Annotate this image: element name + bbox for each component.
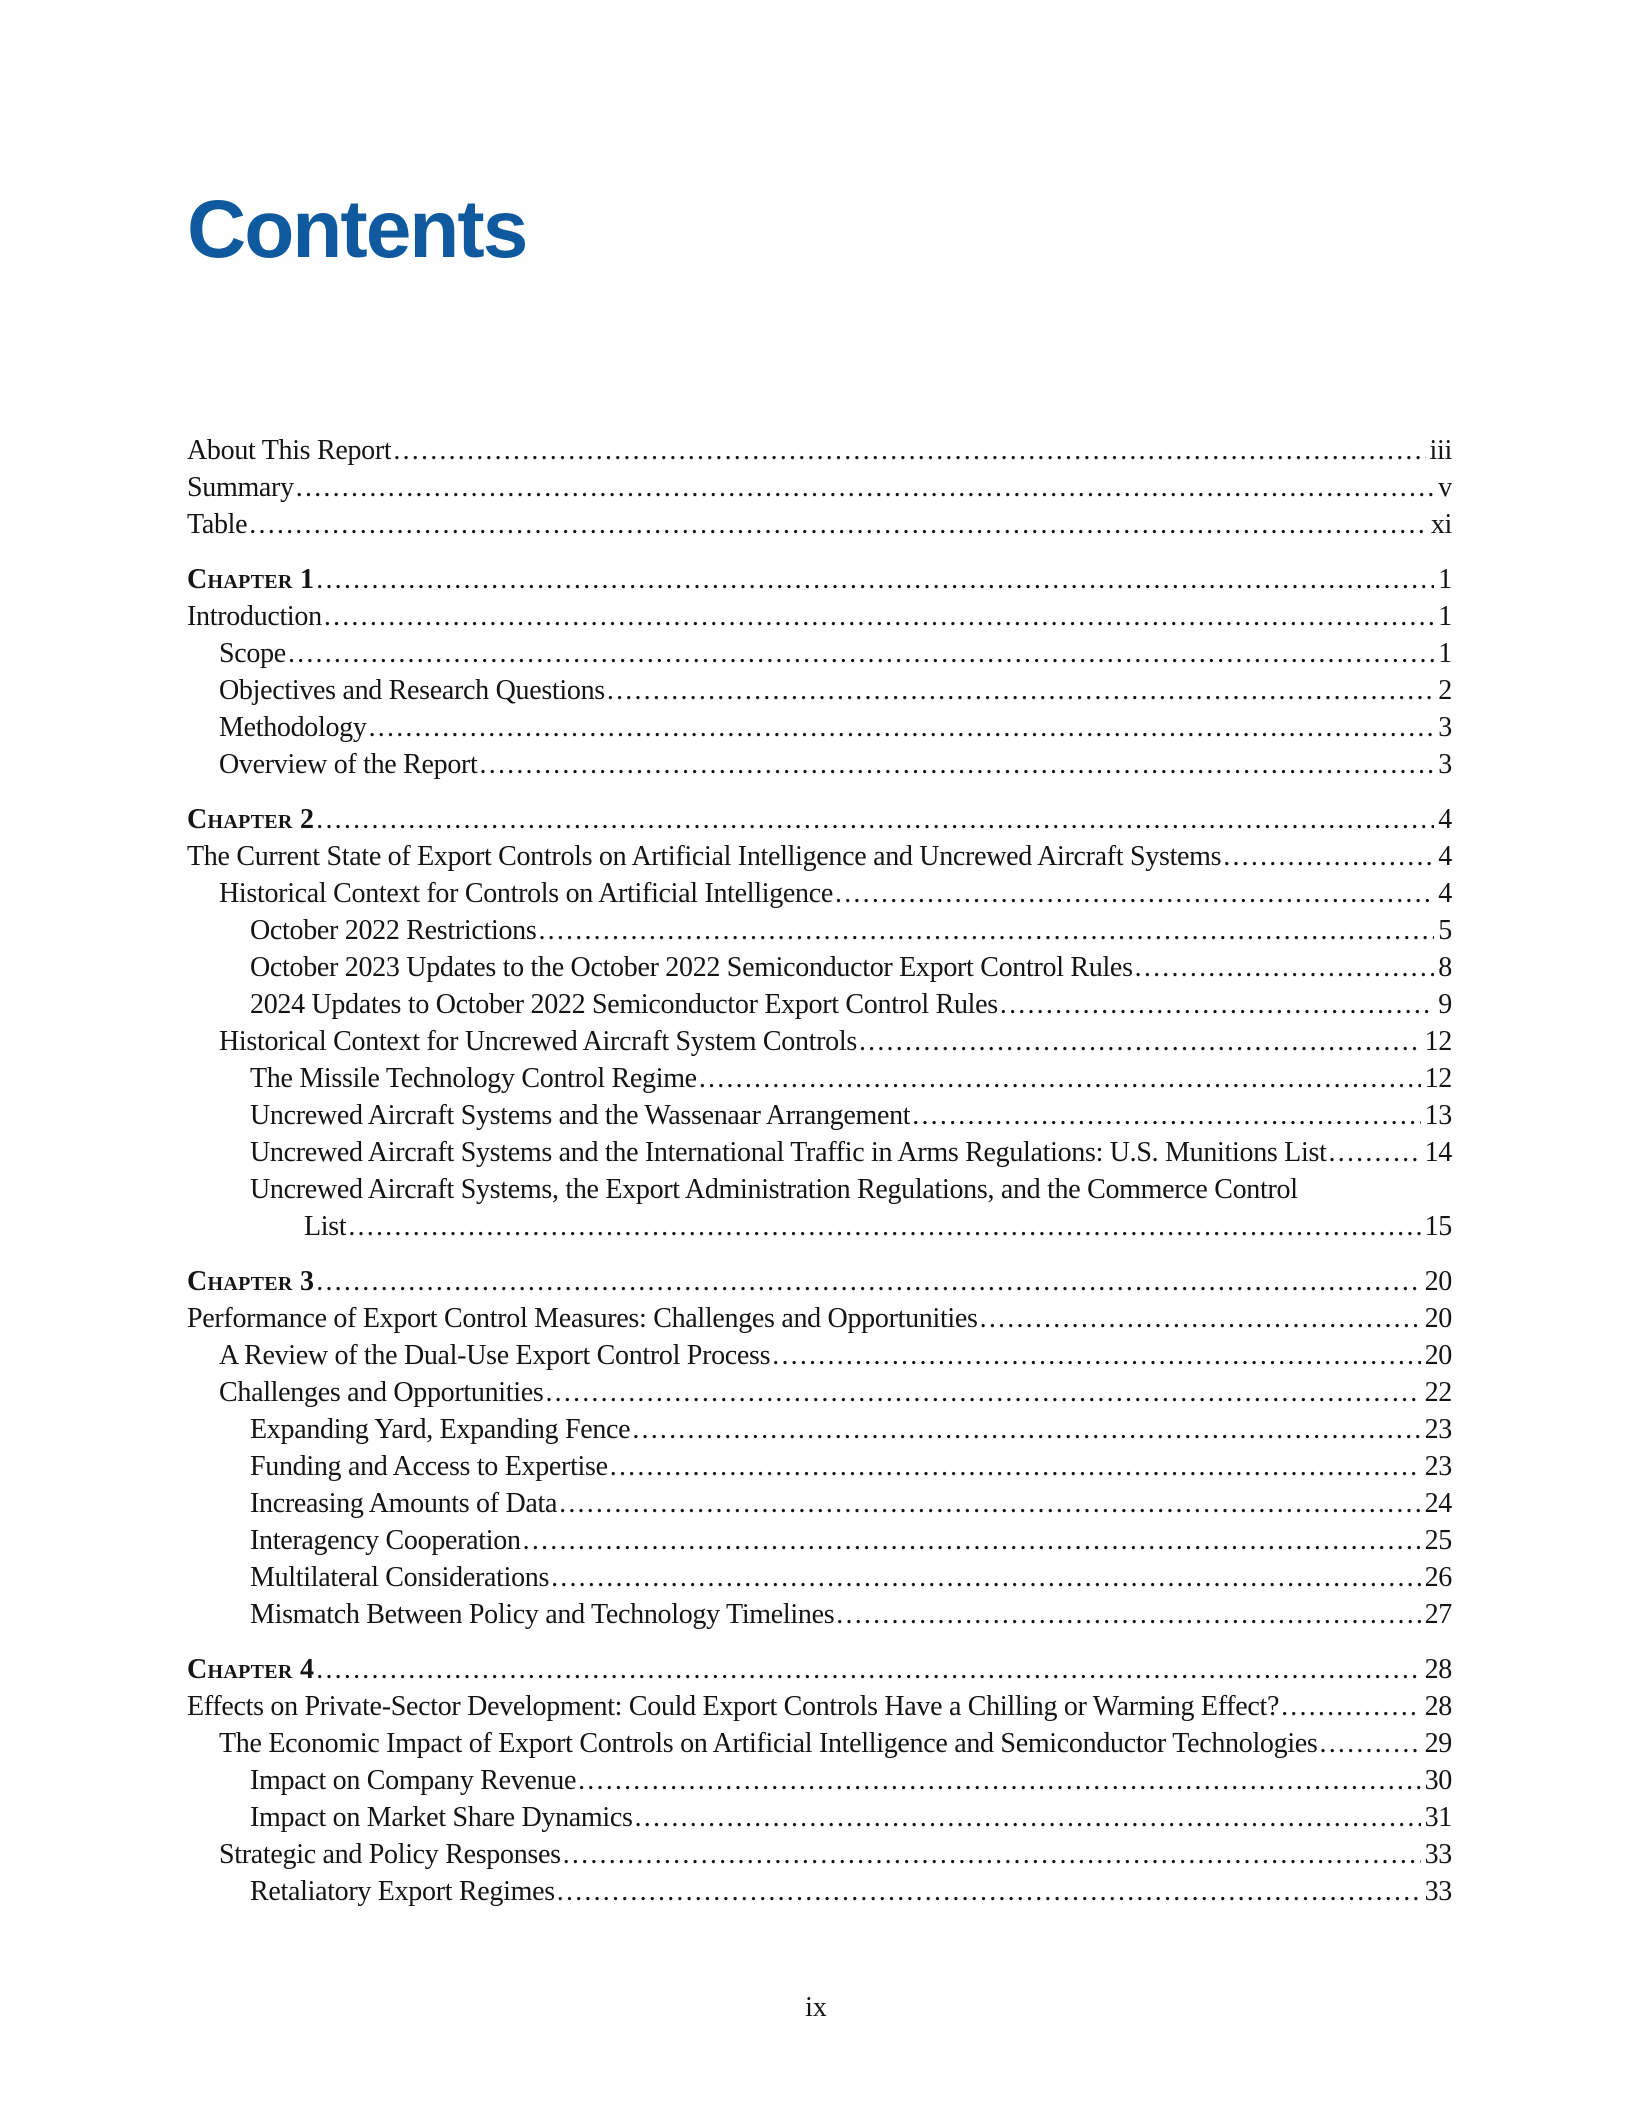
toc-entry — [187, 986, 1452, 1023]
toc-dot-leader — [697, 1060, 1421, 1097]
toc-entry-label: October 2023 Updates to the October 2022 Semiconductor Export Control Rules — [250, 952, 1133, 983]
toc-page-number: 5 — [1438, 915, 1452, 946]
toc-entry-label: Chapter 3 — [187, 1266, 315, 1297]
toc-page-number: 3 — [1438, 712, 1452, 743]
toc-entry — [187, 1060, 1452, 1097]
toc-dot-leader — [314, 561, 1434, 598]
toc-entry-label: The Economic Impact of Export Controls on Artificial Intelligence and Semiconductor Technologies — [219, 1728, 1318, 1759]
toc-entry — [187, 949, 1452, 986]
toc-page-number: 28 — [1424, 1654, 1452, 1685]
toc-dot-leader — [536, 912, 1434, 949]
toc-page-number: 24 — [1424, 1488, 1452, 1519]
toc-entry — [187, 1097, 1452, 1134]
toc-page-number: 23 — [1424, 1451, 1452, 1482]
toc-entry — [187, 1799, 1452, 1836]
footer-page-number: ix — [805, 1992, 827, 2023]
toc-dot-leader — [322, 598, 1434, 635]
toc-page-number: 29 — [1424, 1728, 1452, 1759]
toc-entry-label: The Missile Technology Control Regime — [250, 1063, 697, 1094]
toc-page-number: 25 — [1424, 1525, 1452, 1556]
toc-dot-leader — [549, 1559, 1421, 1596]
toc-entry-label: Summary — [187, 472, 294, 503]
toc-dot-leader — [561, 1836, 1421, 1873]
toc-entry — [187, 561, 1452, 598]
toc-entry-label: Impact on Market Share Dynamics — [250, 1802, 633, 1833]
toc-entry — [187, 1485, 1452, 1522]
toc-entry-label: A Review of the Dual-Use Export Control Process — [219, 1340, 771, 1371]
toc-dot-leader — [605, 672, 1434, 709]
toc-entry — [187, 1134, 1452, 1171]
toc-entry — [187, 801, 1452, 838]
toc-page-number: 20 — [1424, 1266, 1452, 1297]
toc-dot-leader — [557, 1485, 1420, 1522]
toc-entry-label: Retaliatory Export Regimes — [250, 1876, 555, 1907]
toc-entry-label: List — [304, 1211, 347, 1242]
toc-page-number: 22 — [1424, 1377, 1452, 1408]
toc-page-number: 4 — [1438, 878, 1452, 909]
toc-entry-label: Impact on Company Revenue — [250, 1765, 577, 1796]
toc-entry-label: Performance of Export Control Measures: Challenges and Opportunities — [187, 1303, 978, 1334]
toc-page-number: 28 — [1424, 1691, 1452, 1722]
toc-entry-label: Chapter 1 — [187, 564, 315, 595]
toc-page-number: 1 — [1438, 564, 1452, 595]
toc-dot-leader — [367, 709, 1435, 746]
toc-entry — [187, 1300, 1452, 1337]
toc-entry — [187, 1762, 1452, 1799]
toc-dot-leader — [1221, 838, 1434, 875]
toc-entry — [187, 1374, 1452, 1411]
toc-entry — [187, 1651, 1452, 1688]
toc-entry — [187, 1171, 1452, 1208]
toc-entry — [187, 1337, 1452, 1374]
toc-dot-leader — [286, 635, 1434, 672]
toc-page-number: 12 — [1424, 1026, 1452, 1057]
page-title: Contents — [187, 184, 527, 275]
toc-entry-label: Scope — [219, 638, 286, 669]
toc-page-number: 33 — [1424, 1839, 1452, 1870]
toc-dot-leader — [314, 1651, 1420, 1688]
toc-page-number: 14 — [1424, 1137, 1452, 1168]
toc-entry — [187, 1522, 1452, 1559]
toc-entry-label: The Current State of Export Controls on Artificial Intelligence and Uncrewed Aircraft Systems — [187, 841, 1222, 872]
toc-entry — [187, 635, 1452, 672]
toc-entry — [187, 838, 1452, 875]
toc-entry-label: Table — [187, 509, 248, 540]
toc-entry-label: Interagency Cooperation — [250, 1525, 521, 1556]
toc-entry — [187, 875, 1452, 912]
toc-list — [187, 432, 1452, 1910]
toc-entry — [187, 746, 1452, 783]
toc-entry — [187, 709, 1452, 746]
toc-page-number: 3 — [1438, 749, 1452, 780]
toc-entry-label: Overview of the Report — [219, 749, 478, 780]
toc-dot-leader — [521, 1522, 1421, 1559]
toc-entry — [187, 1688, 1452, 1725]
toc-entry-label: Effects on Private-Sector Development: Could Export Controls Have a Chilling or Warming Effect? — [187, 1691, 1280, 1722]
toc-page-number: 27 — [1424, 1599, 1452, 1630]
toc-entry-label: Uncrewed Aircraft Systems and the Wassenaar Arrangement — [250, 1100, 911, 1131]
toc-page-number: 2 — [1438, 675, 1452, 706]
toc-page-number: 4 — [1438, 804, 1452, 835]
toc-entry-label: Chapter 4 — [187, 1654, 315, 1685]
toc-entry — [187, 1873, 1452, 1910]
toc-entry-label: Expanding Yard, Expanding Fence — [250, 1414, 631, 1445]
toc-page-number: 13 — [1424, 1100, 1452, 1131]
toc-entry-label: Challenges and Opportunities — [219, 1377, 544, 1408]
toc-dot-leader — [555, 1873, 1421, 1910]
toc-entry-label: Historical Context for Uncrewed Aircraft System Controls — [219, 1026, 857, 1057]
toc-entry-label: 2024 Updates to October 2022 Semiconductor Export Control Rules — [250, 989, 998, 1020]
toc-dot-leader — [998, 986, 1434, 1023]
toc-page-number: v — [1438, 472, 1452, 503]
toc-dot-leader — [608, 1448, 1421, 1485]
toc-page-number: iii — [1429, 435, 1452, 466]
toc-dot-leader — [576, 1762, 1421, 1799]
toc-dot-leader — [314, 801, 1434, 838]
toc-page-number: 20 — [1424, 1303, 1452, 1334]
toc-dot-leader — [314, 1263, 1420, 1300]
toc-entry-label: October 2022 Restrictions — [250, 915, 537, 946]
toc-dot-leader — [294, 469, 1435, 506]
toc-entry — [187, 1725, 1452, 1762]
toc-entry — [187, 432, 1452, 469]
toc-entry — [187, 598, 1452, 635]
toc-dot-leader — [770, 1337, 1420, 1374]
toc-entry — [187, 1023, 1452, 1060]
toc-entry — [187, 1208, 1452, 1245]
toc-entry — [187, 1411, 1452, 1448]
toc-page-number: 4 — [1438, 841, 1452, 872]
toc-entry-label: Historical Context for Controls on Artificial Intelligence — [219, 878, 834, 909]
toc-entry-label: Funding and Access to Expertise — [250, 1451, 608, 1482]
toc-page-number: 31 — [1424, 1802, 1452, 1833]
toc-entry — [187, 1263, 1452, 1300]
toc-dot-leader — [857, 1023, 1421, 1060]
toc-page-number: 15 — [1424, 1211, 1452, 1242]
toc-page-number: 20 — [1424, 1340, 1452, 1371]
toc-page-number: 12 — [1424, 1063, 1452, 1094]
toc-page-number: 33 — [1424, 1876, 1452, 1907]
toc-entry-label: Mismatch Between Policy and Technology Timelines — [250, 1599, 835, 1630]
toc-dot-leader — [630, 1411, 1420, 1448]
toc-entry-label: Uncrewed Aircraft Systems, the Export Administration Regulations, and the Commerce Control — [250, 1174, 1298, 1205]
toc-dot-leader — [543, 1374, 1420, 1411]
toc-entry — [187, 672, 1452, 709]
toc-entry-label: Objectives and Research Questions — [219, 675, 605, 706]
toc-entry — [187, 469, 1452, 506]
toc-dot-leader — [633, 1799, 1421, 1836]
toc-page-number: 1 — [1438, 638, 1452, 669]
toc-page-number: 9 — [1438, 989, 1452, 1020]
toc-entry-label: Uncrewed Aircraft Systems and the International Traffic in Arms Regulations: U.S. Munitions List — [250, 1137, 1327, 1168]
toc-page-number: xi — [1430, 509, 1452, 540]
toc-entry-label: Introduction — [187, 601, 322, 632]
toc-entry — [187, 1448, 1452, 1485]
toc-dot-leader — [1318, 1725, 1421, 1762]
toc-entry — [187, 1836, 1452, 1873]
toc-page-number: 26 — [1424, 1562, 1452, 1593]
toc-dot-leader — [478, 746, 1435, 783]
toc-page-number: 8 — [1438, 952, 1452, 983]
toc-entry — [187, 912, 1452, 949]
toc-page-number: 1 — [1438, 601, 1452, 632]
toc-dot-leader — [1133, 949, 1435, 986]
toc-entry-label: Increasing Amounts of Data — [250, 1488, 558, 1519]
toc-dot-leader — [1279, 1688, 1420, 1725]
toc-entry-label: About This Report — [187, 435, 392, 466]
toc-entry — [187, 506, 1452, 543]
toc-dot-leader — [833, 875, 1434, 912]
toc-dot-leader — [834, 1596, 1420, 1633]
toc-dot-leader — [391, 432, 1425, 469]
toc-dot-leader — [247, 506, 1427, 543]
toc-page-number: 30 — [1424, 1765, 1452, 1796]
toc-entry — [187, 1559, 1452, 1596]
toc-entry — [187, 1596, 1452, 1633]
toc-entry-label: Multilateral Considerations — [250, 1562, 550, 1593]
toc-entry-label: Methodology — [219, 712, 367, 743]
toc-entry-label: Strategic and Policy Responses — [219, 1839, 561, 1870]
toc-dot-leader — [978, 1300, 1421, 1337]
toc-dot-leader — [1327, 1134, 1421, 1171]
toc-dot-leader — [346, 1208, 1420, 1245]
toc-page-number: 23 — [1424, 1414, 1452, 1445]
toc-entry-label: Chapter 2 — [187, 804, 315, 835]
toc-dot-leader — [910, 1097, 1420, 1134]
